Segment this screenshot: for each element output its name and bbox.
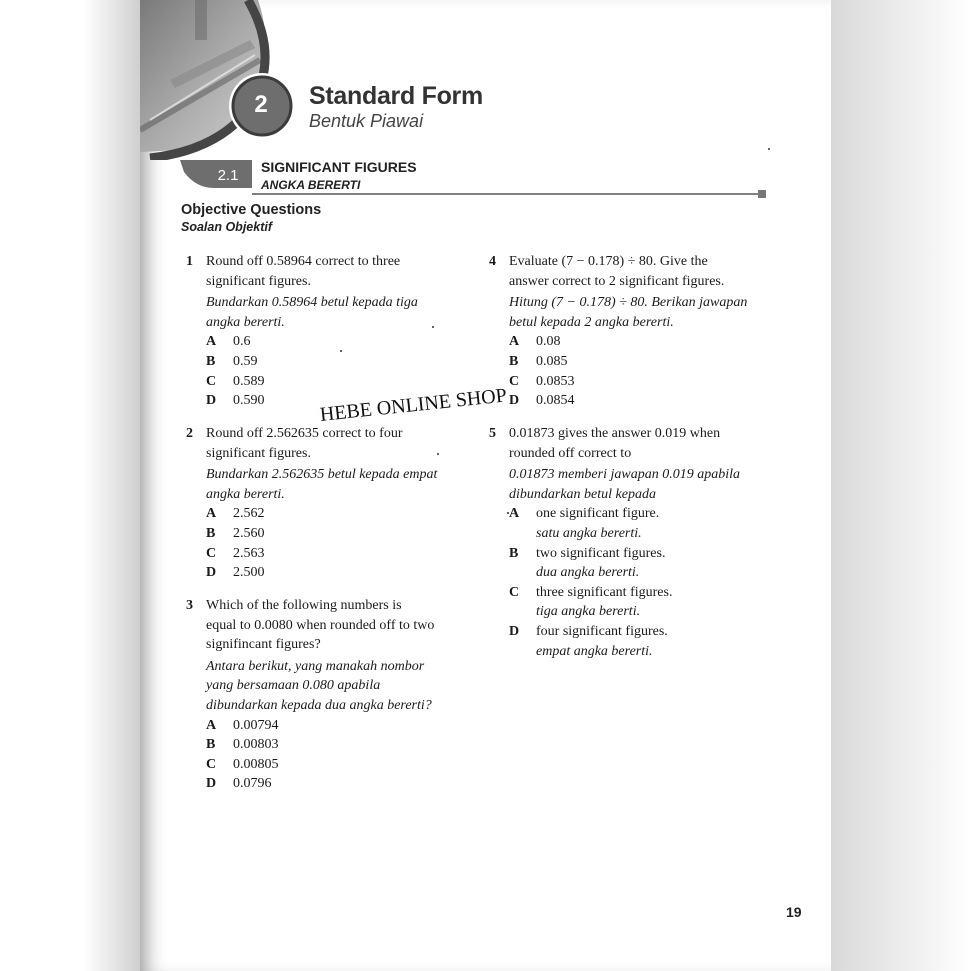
option-key: A: [509, 506, 520, 522]
option-value-ms: empat angka bererti.: [536, 643, 653, 659]
question-text-en: Which of the following numbers is: [206, 598, 402, 613]
option-b: [509, 544, 740, 564]
question-text-ms: Bundarkan 2.562635 betul kepada empat: [206, 467, 438, 483]
option-value: 0.0796: [233, 776, 272, 792]
option-key: A: [206, 717, 217, 733]
option-value: 0.00794: [233, 717, 279, 733]
option-key: C: [206, 756, 217, 772]
question-text-ms: betul kepada 2 angka bererti.: [509, 314, 674, 330]
option-c: [509, 583, 740, 603]
page-number: 19: [786, 904, 802, 920]
option-d: [509, 391, 747, 411]
question-text-ms: angka bererti.: [206, 314, 285, 330]
option-b: [509, 352, 747, 372]
option-b: [206, 735, 434, 755]
scan-speck: [437, 453, 439, 455]
option-a: [509, 504, 740, 524]
question-text-ms: 0.01873 memberi jawapan 0.019 apabila: [509, 467, 740, 483]
option-c: [206, 544, 437, 564]
scan-speck: [340, 350, 342, 352]
option-value: 0.00805: [233, 756, 279, 772]
question-text-ms: Antara berikut, yang manakah nombor: [206, 658, 425, 674]
option-d: [206, 774, 434, 794]
option-value: 0.589: [233, 373, 265, 389]
objective-questions-title: Objective Questions: [181, 202, 322, 218]
option-value-ms: dua angka bererti.: [536, 565, 640, 581]
option-value: three significant figures.: [536, 584, 673, 600]
option-key: A: [206, 506, 217, 522]
question-text-en: significant figures.: [206, 445, 311, 461]
question-number: 3: [186, 598, 193, 613]
option-value: 2.560: [233, 525, 265, 541]
option-value: 0.085: [536, 353, 568, 369]
question-text-en: equal to 0.0080 when rounded off to two: [206, 617, 435, 633]
option-key: D: [206, 565, 217, 581]
option-value: 0.6: [233, 334, 251, 350]
section-number: 2.1: [217, 167, 239, 184]
option-key: B: [509, 353, 519, 369]
question-number: 2: [186, 426, 193, 441]
objective-questions-subtitle: Soalan Objektif: [181, 220, 272, 234]
option-key: C: [206, 373, 217, 389]
option-value: 0.590: [233, 393, 265, 409]
option-d-ms: [509, 642, 740, 662]
watermark: HEBE ONLINE SHOP: [318, 384, 508, 426]
option-a: [509, 332, 747, 352]
option-value: one significant figure.: [536, 506, 660, 522]
option-key: B: [206, 525, 216, 541]
question-text-en: 0.01873 gives the answer 0.019 when: [509, 426, 721, 441]
question-text-en: Round off 0.58964 correct to three: [206, 254, 401, 269]
question-number: 5: [489, 426, 496, 441]
chapter-number: 2: [254, 91, 268, 118]
option-value: 0.08: [536, 334, 561, 350]
option-value: 2.500: [233, 565, 265, 581]
option-c-ms: [509, 602, 740, 622]
question-text-ms: yang bersamaan 0.080 apabila: [206, 678, 381, 694]
option-d: [206, 563, 437, 583]
question-number: 1: [186, 254, 193, 269]
option-value: 2.563: [233, 545, 265, 561]
option-value: 0.0854: [536, 393, 575, 409]
option-key: D: [509, 393, 520, 409]
option-key: D: [206, 776, 217, 792]
question-text-en: Round off 2.562635 correct to four: [206, 426, 403, 441]
scan-speck: [507, 512, 509, 514]
section-subtitle: ANGKA BERERTI: [261, 178, 361, 192]
section-title: SIGNIFICANT FIGURES: [261, 159, 417, 175]
option-value: 2.562: [233, 506, 265, 522]
scan-speck: [768, 148, 770, 150]
question-text-ms: angka bererti.: [206, 486, 285, 502]
option-key: C: [509, 584, 520, 600]
option-b: [206, 524, 437, 544]
question-text-ms: Hitung (7 − 0.178) ÷ 80. Berikan jawapan: [509, 295, 748, 311]
option-value: 0.00803: [233, 737, 279, 753]
option-key: B: [509, 545, 519, 561]
question-text-en: rounded off correct to: [509, 445, 632, 461]
option-a: [206, 332, 418, 352]
option-a: [206, 504, 437, 524]
option-c: [206, 755, 434, 775]
option-value: 0.59: [233, 353, 258, 369]
option-c: [206, 372, 418, 392]
option-key: B: [206, 737, 216, 753]
option-value: 0.0853: [536, 373, 575, 389]
question-text-ms: dibundarkan kepada dua angka bererti?: [206, 697, 432, 713]
option-value-ms: tiga angka bererti.: [536, 604, 641, 620]
scan-speck: [432, 326, 434, 328]
option-b: [206, 352, 418, 372]
option-key: D: [206, 393, 217, 409]
option-key: B: [206, 353, 216, 369]
chapter-subtitle: Bentuk Piawai: [309, 111, 424, 131]
option-key: C: [206, 545, 217, 561]
option-c: [509, 372, 747, 392]
option-value: four significant figures.: [536, 623, 668, 639]
option-value-ms: satu angka bererti.: [536, 525, 642, 541]
question-text-en: Evaluate (7 − 0.178) ÷ 80. Give the: [509, 254, 708, 269]
option-key: A: [206, 334, 217, 350]
option-d: [509, 622, 740, 642]
question-text-en: answer correct to 2 significant figures.: [509, 273, 725, 289]
question-text-en: signifincant figures?: [206, 637, 321, 653]
option-value: two significant figures.: [536, 545, 666, 561]
option-key: A: [509, 334, 520, 350]
question-text-ms: Bundarkan 0.58964 betul kepada tiga: [206, 295, 418, 311]
option-key: C: [509, 373, 520, 389]
question-number: 4: [489, 254, 496, 269]
question-text-en: significant figures.: [206, 273, 311, 289]
option-a: [206, 716, 434, 736]
option-a-ms: [509, 524, 740, 544]
question-text-ms: dibundarkan betul kepada: [509, 486, 656, 502]
chapter-title: Standard Form: [309, 82, 483, 110]
option-b-ms: [509, 563, 740, 583]
option-key: D: [509, 623, 520, 639]
